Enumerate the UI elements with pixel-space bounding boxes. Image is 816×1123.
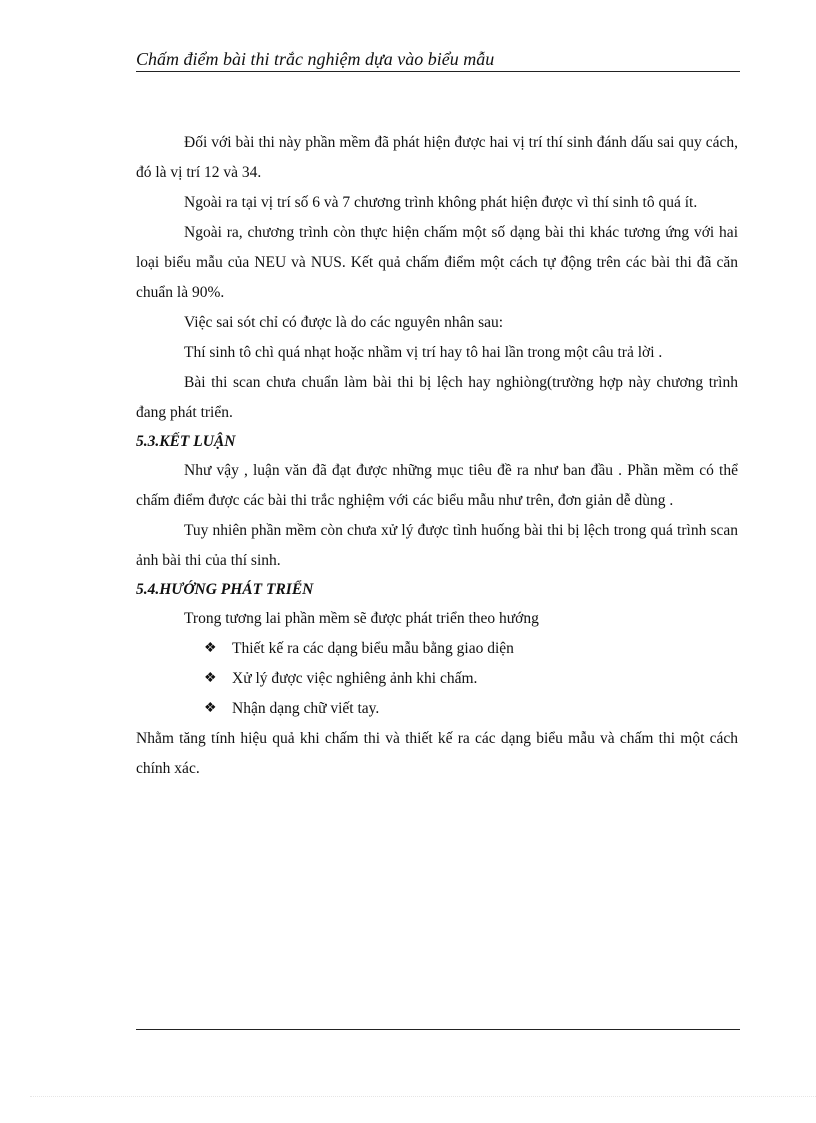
diamond-bullet-icon: ❖	[204, 641, 217, 656]
list-item	[204, 634, 738, 664]
paragraph-closing: Nhằm tăng tính hiệu quả khi chấm thi và thiết kế ra các dạng biểu mẫu và chấm thi một cách chính xác.	[136, 730, 738, 777]
page-header	[136, 48, 740, 72]
diamond-bullet-icon: ❖	[204, 671, 217, 686]
paragraph-cause-pencil: Thí sinh tô chì quá nhạt hoặc nhầm vị trí hay tô hai lần trong một câu trả lời .	[184, 344, 663, 361]
list-item-text: Thiết kế ra các dạng biểu mẫu bằng giao diện	[232, 640, 514, 657]
paragraph-future: Trong tương lai phần mềm sẽ được phát triển theo hướng	[184, 610, 539, 627]
footer-rule	[136, 1029, 740, 1030]
development-list	[136, 634, 738, 724]
heading-development: 5.4.HƯỚNG PHÁT TRIỂN	[136, 581, 314, 598]
page-bottom-divider	[30, 1096, 816, 1097]
list-item	[204, 664, 738, 694]
paragraph-limitation: Tuy nhiên phần mềm còn chưa xử lý được tình huống bài thi bị lệch trong quá trình scan ảnh bài thi của thí sinh.	[136, 522, 738, 569]
paragraph-other-forms: Ngoài ra, chương trình còn thực hiện chấm một số dạng bài thi khác tương ứng với hai loại biểu mẫu của NEU và NUS. Kết quả chấm điểm một cách tự động trên các bài thi đã căn chuẩn là 90%.	[136, 224, 738, 301]
paragraph-detection: Đối với bài thi này phần mềm đã phát hiện được hai vị trí thí sinh đánh dấu sai quy cách, đó là vị trí 12 và 34.	[136, 134, 738, 181]
document-body	[136, 128, 738, 784]
paragraph-conclusion: Như vậy , luận văn đã đạt được những mục tiêu đề ra như ban đầu . Phần mềm có thể chấm điểm được các bài thi trắc nghiệm với các biểu mẫu như trên, đơn giản dễ dùng .	[136, 462, 738, 509]
heading-conclusion: 5.3.KẾT LUẬN	[136, 433, 236, 450]
list-item-text: Xử lý được việc nghiêng ảnh khi chấm.	[232, 670, 478, 687]
list-item	[204, 694, 738, 724]
paragraph-cause-scan: Bài thi scan chưa chuẩn làm bài thi bị lệch hay nghiòng(trường hợp này chương trình đang phát triển.	[136, 374, 738, 421]
paragraph-error-causes: Việc sai sót chỉ có được là do các nguyên nhân sau:	[184, 314, 504, 331]
diamond-bullet-icon: ❖	[204, 701, 217, 716]
paragraph-missed: Ngoài ra tại vị trí số 6 và 7 chương trình không phát hiện được vì thí sinh tô quá ít.	[184, 194, 698, 211]
header-title: Chấm điểm bài thi trắc nghiệm dựa vào biểu mẫu	[136, 49, 495, 69]
list-item-text: Nhận dạng chữ viết tay.	[232, 700, 380, 717]
